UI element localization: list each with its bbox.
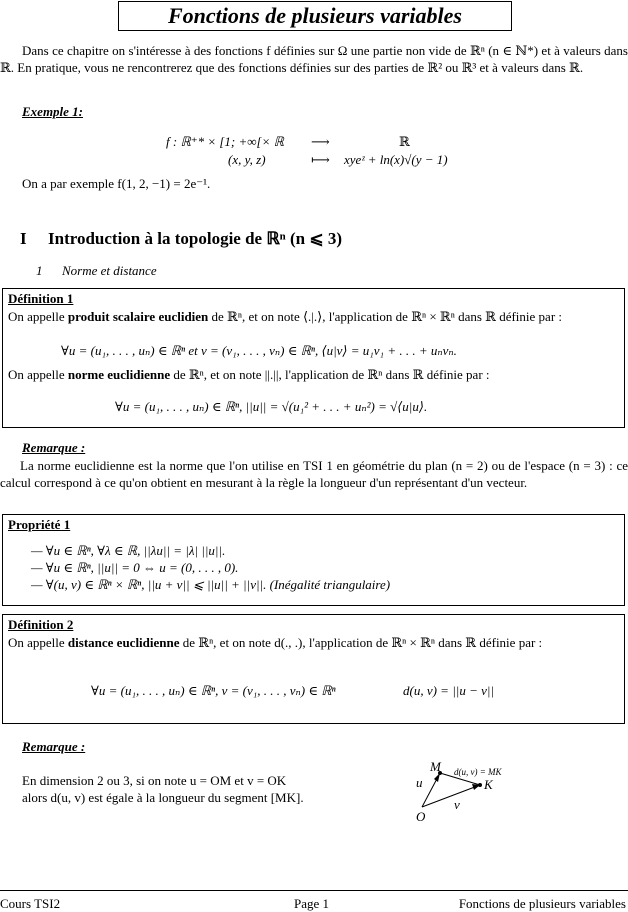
property1-item: — ∀(u, v) ∈ ℝⁿ × ℝⁿ, ||u + v|| ⩽ ||u|| + ||v||. (Inégalité triangulaire) [31,577,391,592]
definition1-heading: Définition 1 [8,291,74,306]
property1-heading: Propriété 1 [8,517,71,532]
remark2-line1: En dimension 2 ou 3, si on note u = OM et v = OK [22,773,287,788]
remark2-line2: alors d(u, v) est égale à la longueur du segment [MK]. [22,790,304,805]
definition2-formula-right: d(u, v) = ||u − v|| [403,683,495,698]
property1-box [2,514,625,606]
remark1-text: La norme euclidienne est la norme que l'on utilise en TSI 1 en géométrie du plan (n = 2) ou de l'espace (n = 3) : ce calcul correspond à ce qu'on obtient en mesurant à la règle la longueur d'un représentant d'un vecteur. [0,458,628,490]
definition2-formula-left: ∀u = (u₁, . . . , uₙ) ∈ ℝⁿ, v = (v₁, . . . , vₙ) ∈ ℝⁿ [91,683,336,698]
point-k [478,783,482,787]
definition1-formula1: ∀u = (u₁, . . . , uₙ) ∈ ℝⁿ et v = (v₁, . . . , vₙ) ∈ ℝⁿ, ⟨u|v⟩ = u₁v₁ + . . . + uₙvₙ. [61,343,457,358]
property1-item: — ∀u ∈ ℝⁿ, ∀λ ∈ ℝ, ||λu|| = |λ| ||u||. [31,543,226,558]
definition2-heading: Définition 2 [8,617,74,632]
maps-arrow: ⟼ [311,152,330,167]
definition2-box [2,614,625,724]
maps-to-arrow: ⟶ [311,134,330,149]
definition1-formula2: ∀u = (u₁, . . . , uₙ) ∈ ℝⁿ, ||u|| = √(u₁² + . . . + uₙ²) = √⟨u|u⟩. [115,399,428,414]
subsection-number: 1 [36,263,43,278]
label-o: O [416,809,426,824]
example1-heading: Exemple 1: [22,104,84,119]
label-k: K [484,777,493,792]
remark2-heading: Remarque : [22,739,86,754]
subsection-title: Norme et distance [62,263,157,278]
function-expression: xyeᶻ + ln(x)√(y − 1) [344,152,448,167]
definition2-text: On appelle distance euclidienne de ℝⁿ, et on note d(., .), l'application de ℝⁿ × ℝⁿ dans ℝ définie par : [8,635,543,650]
vector-v-arrow [422,785,480,807]
footer-course: Cours TSI2 [0,896,61,911]
definition1-text1: On appelle produit scalaire euclidien de ℝⁿ, et on note ⟨.|.⟩, l'application de ℝⁿ × ℝⁿ dans ℝ définie par : [8,309,563,324]
label-v: v [454,797,460,812]
label-m: M [430,759,441,774]
footer-chapter: Fonctions de plusieurs variables [458,896,626,911]
intro-paragraph: Dans ce chapitre on s'intéresse à des fonctions f définies sur Ω une partie non vide de ℝⁿ (n ∈ ℕ*) et à valeurs dans ℝ. En pratique, vous ne rencontrerez que des fonctions définies sur des parties de ℝ² ou ℝ³ et à valeurs dans ℝ. [0,43,628,75]
example1-note: On a par exemple f(1, 2, −1) = 2e⁻¹. [22,176,211,191]
footer-rule [0,890,628,891]
function-codomain: ℝ [399,134,410,149]
definition1-text2: On appelle norme euclidienne de ℝⁿ, et on note ||.||, l'application de ℝⁿ dans ℝ définie par : [8,367,490,382]
remark1-heading: Remarque : [22,440,86,455]
definition1-box [2,288,625,428]
example1-function [166,134,466,170]
label-distance: d(u, v) = MK [454,767,502,777]
footer-page: Page 1 [294,896,330,911]
vector-distance-figure [400,755,540,830]
function-variable: (x, y, z) [228,152,266,167]
section-number: I [20,229,27,248]
function-domain: f : ℝ⁺* × [1; +∞[× ℝ [166,134,284,149]
page-title: Fonctions de plusieurs variables [118,1,512,31]
section-title: Introduction à la topologie de ℝⁿ (n ⩽ 3) [48,229,342,248]
property1-item: — ∀u ∈ ℝⁿ, ||u|| = 0 ⇔ u = (0, . . . , 0). [31,560,239,575]
label-u: u [416,775,423,790]
